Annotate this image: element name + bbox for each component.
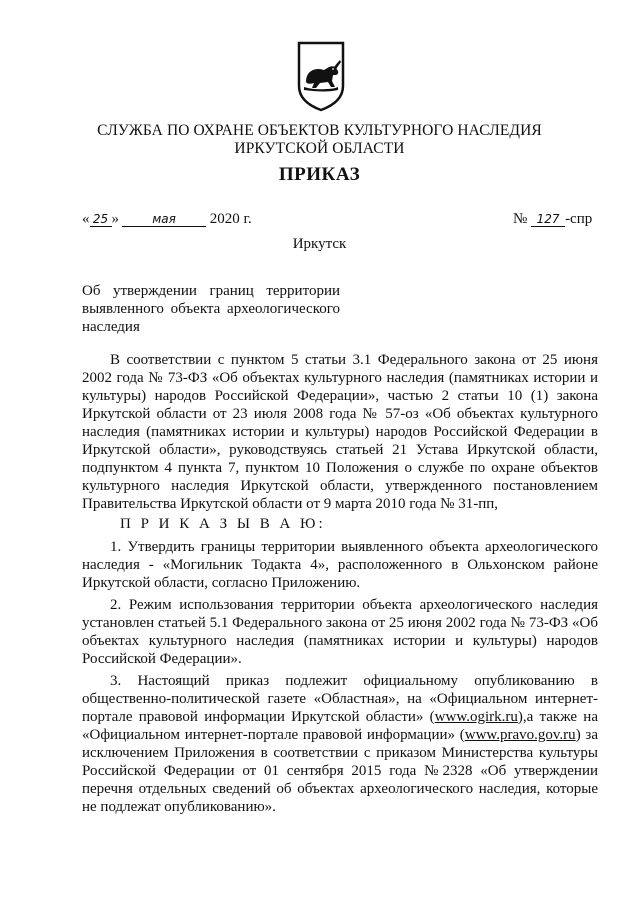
document-title: ПРИКАЗ: [278, 164, 361, 185]
order-item-2: 2. Режим использования территории объекта археологического наследия установлен статьей 5.1 Федерального закона от 25 июня 2002 года № 73-ФЗ «Об объектах культурного наследия (памятниках истории и культуры) народов Российской Федерации».: [82, 597, 598, 667]
item3-text-b: ),а также на «Официальном интернет-портале правовой информации» (: [82, 709, 598, 743]
order-item-1: 1. Утвердить границы территории выявленного объекта археологического наследия - «Могильник Тодакта 4», расположенного в Ольхонском районе Иркутской области, согласно Приложению.: [82, 539, 598, 591]
document-subject: Об утверждении границ территории выявленного объекта археологического наследия: [82, 283, 340, 335]
document-date: [82, 211, 252, 228]
date-day: 25: [90, 212, 112, 227]
date-year: 2020 г.: [206, 211, 252, 227]
organization-name-line1: СЛУЖБА ПО ОХРАНЕ ОБЪЕКТОВ КУЛЬТУРНОГО НАСЛЕДИЯ: [97, 122, 542, 139]
intro-paragraph: В соответствии с пунктом 5 статьи 3.1 Федерального закона от 25 июня 2002 года № 73-ФЗ «Об объектах культурного наследия (памятниках истории и культуры) народов Российской Федерации», частью 2 статьи 10 (1) закона Иркутской области от 23 июля 2008 года № 57-оз «Об объектах культурного наследия (памятниках истории и культуры) народов Российской Федерации в Иркутской области», руководствуясь статьей 21 Устава Иркутской области, подпунктом 4 пункта 7, пунктом 10 Положения о службе по охране объектов культурного наследия Иркутской области, утвержденного постановлением Правительства Иркутской области от 9 марта 2010 года № 31-пп,: [82, 352, 598, 512]
order-word: П Р И К А З Ы В А Ю:: [120, 516, 326, 532]
document-city: Иркутск: [292, 236, 347, 252]
irkutsk-coat-of-arms-icon: [296, 40, 346, 112]
number-prefix: №: [513, 211, 532, 227]
date-close-quote: »: [111, 211, 119, 227]
order-item-3: [82, 672, 598, 816]
organization-name-line2: ИРКУТСКОЙ ОБЛАСТИ: [234, 140, 405, 157]
document-number: [513, 211, 592, 228]
item3-text-c: ) за исключением Приложения в соответствии с приказом Министерства культуры Российской Федерации от 01 сентября 2015 года №2328 «Об утверждении перечня отдельных сведений об объектах археологического наследия, которые не подлежат опубликованию».: [82, 727, 598, 815]
ogirk-link[interactable]: www.ogirk.ru: [434, 709, 518, 725]
pravo-link[interactable]: www.pravo.gov.ru: [464, 727, 576, 743]
date-month: мая: [122, 212, 206, 227]
number-value: 127: [531, 212, 565, 227]
number-suffix: -спр: [565, 211, 593, 227]
item3-text-a: 3. Настоящий приказ подлежит официальному опубликованию в общественно-политической газете «Областная», на «Официальном интернет-портале правовой информации Иркутской области» (: [82, 673, 598, 725]
date-open-quote: «: [82, 211, 90, 227]
